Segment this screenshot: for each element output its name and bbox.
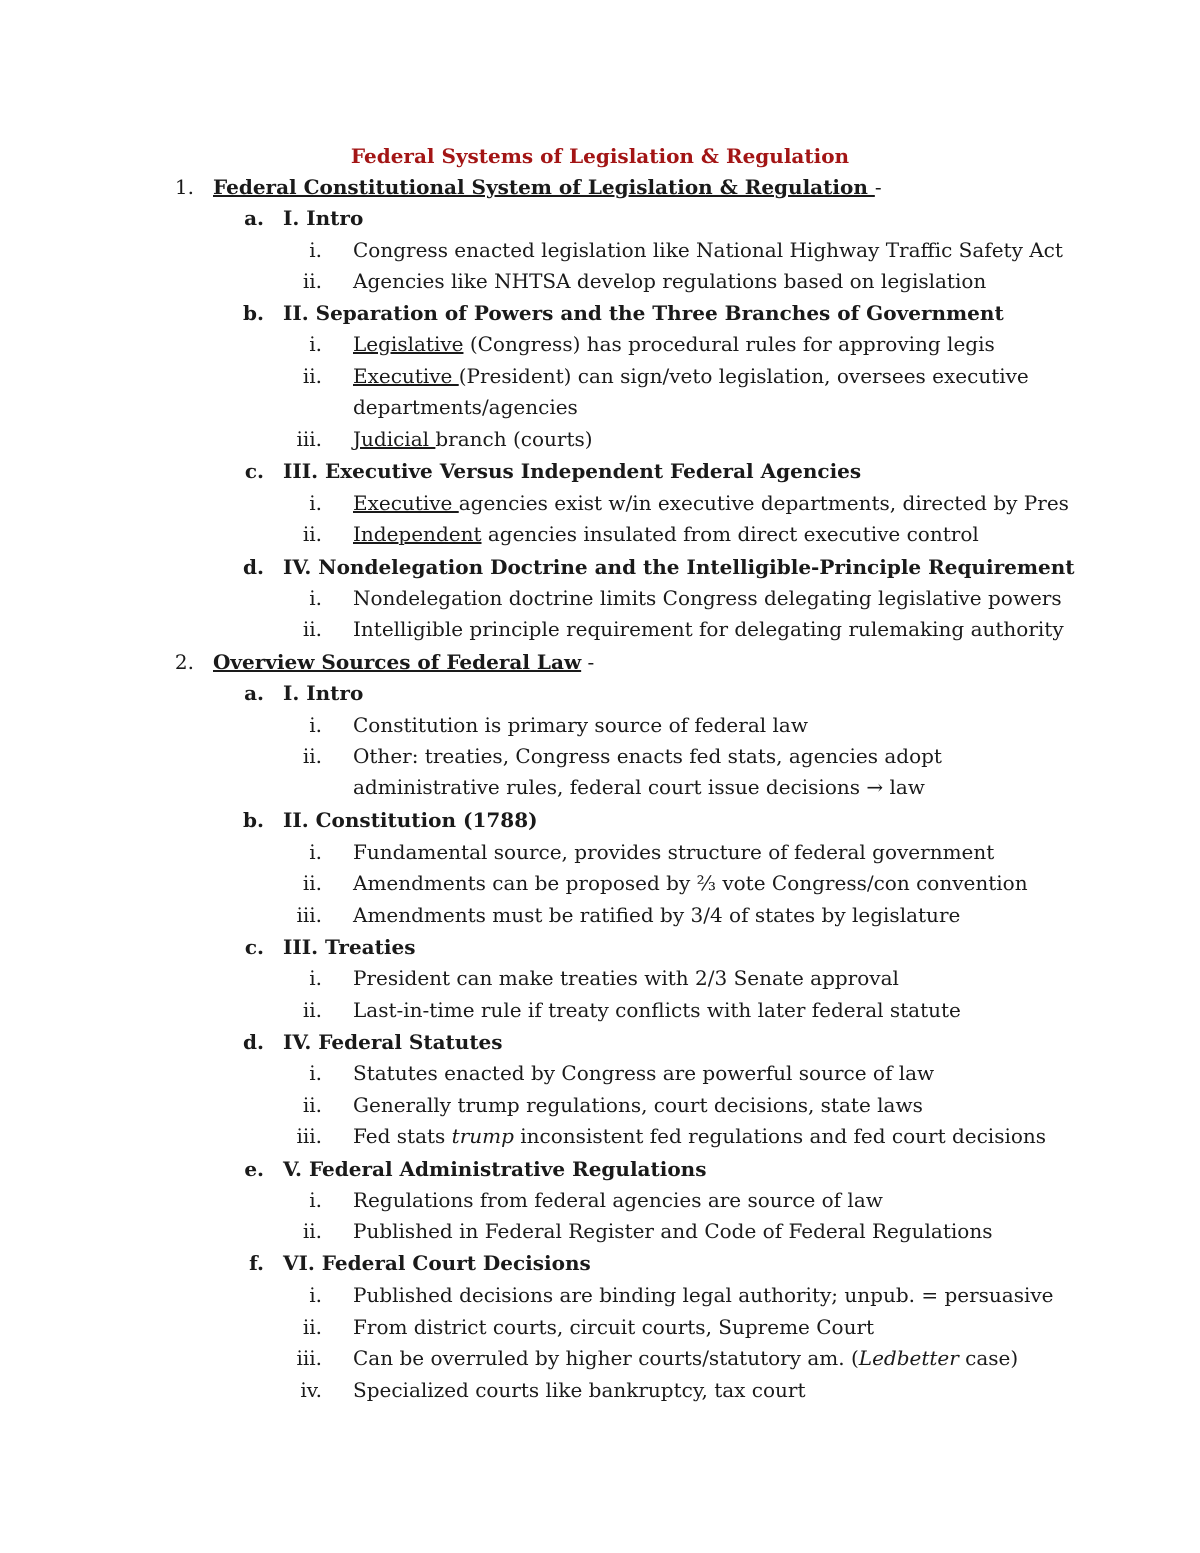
item-text: Specialized courts like bankruptcy, tax court	[353, 1378, 806, 1402]
item-marker: i.	[309, 491, 322, 515]
section-marker: 2.	[174, 650, 194, 674]
item-marker: iii.	[296, 1346, 322, 1370]
subsection-heading: IV. Nondelegation Doctrine and the Intelligible-Principle Requirement	[283, 555, 1075, 579]
item-marker: i.	[309, 1061, 322, 1085]
item-text: case)	[958, 1346, 1019, 1370]
subsection-marker: a.	[244, 206, 264, 230]
subsection-marker: d.	[243, 555, 264, 579]
item-text: Regulations from federal agencies are source of law	[353, 1188, 883, 1212]
item-term: Judicial	[353, 427, 436, 451]
item-term: Executive	[353, 364, 459, 388]
item-marker: ii.	[302, 269, 322, 293]
section-dash: -	[581, 650, 595, 674]
item-marker: i.	[309, 332, 322, 356]
item-marker: i.	[309, 840, 322, 864]
item-text: Last-in-time rule if treaty conflicts with later federal statute	[353, 998, 961, 1022]
subsection-heading: VI. Federal Court Decisions	[283, 1251, 591, 1275]
item-text: President can make treaties with 2/3 Senate approval	[353, 966, 899, 990]
item-text: branch (courts)	[435, 427, 593, 451]
item-text: (Congress) has procedural rules for approving legis	[463, 332, 995, 356]
item-text: Fundamental source, provides structure of federal government	[353, 840, 995, 864]
item-text: inconsistent fed regulations and fed court decisions	[513, 1124, 1047, 1148]
item-text: Constitution is primary source of federal law	[353, 713, 808, 737]
subsection-heading: III. Executive Versus Independent Federal Agencies	[283, 459, 862, 483]
item-marker: i.	[309, 1283, 322, 1307]
item-marker: ii.	[302, 522, 322, 546]
item-marker: ii.	[302, 871, 322, 895]
item-marker: i.	[309, 966, 322, 990]
subsection-marker: c.	[244, 935, 264, 959]
subsection-marker: f.	[249, 1251, 264, 1275]
subsection-heading: II. Separation of Powers and the Three Branches of Government	[283, 301, 1004, 325]
item-text: Agencies like NHTSA develop regulations based on legislation	[353, 269, 987, 293]
item-text: agencies exist w/in executive departments, directed by Pres	[458, 491, 1069, 515]
item-text: Published in Federal Register and Code of Federal Regulations	[353, 1219, 993, 1243]
item-marker: iii.	[296, 903, 322, 927]
item-marker: ii.	[302, 1219, 322, 1243]
item-text: From district courts, circuit courts, Supreme Court	[353, 1315, 875, 1339]
item-text: administrative rules, federal court issue decisions → law	[353, 775, 925, 799]
subsection-heading: I. Intro	[283, 681, 364, 705]
item-text: Nondelegation doctrine limits Congress delegating legislative powers	[353, 586, 1062, 610]
item-marker: ii.	[302, 364, 322, 388]
item-marker: ii.	[302, 744, 322, 768]
item-marker: i.	[309, 586, 322, 610]
item-text: Congress enacted legislation like National Highway Traffic Safety Act	[353, 238, 1063, 262]
item-text: Generally trump regulations, court decisions, state laws	[353, 1093, 923, 1117]
item-text: Intelligible principle requirement for delegating rulemaking authority	[353, 617, 1064, 641]
subsection-marker: e.	[244, 1157, 264, 1181]
item-marker: iv.	[300, 1378, 322, 1402]
item-term: Legislative	[353, 332, 464, 356]
item-text: Statutes enacted by Congress are powerful source of law	[353, 1061, 935, 1085]
item-text: Amendments must be ratified by 3/4 of states by legislature	[353, 903, 961, 927]
subsection-marker: b.	[243, 301, 264, 325]
item-text: Can be overruled by higher courts/statutory am. (	[353, 1346, 859, 1370]
item-emphasis: trump	[451, 1124, 514, 1148]
item-text: Amendments can be proposed by ⅔ vote Congress/con convention	[353, 871, 1028, 895]
section-heading: Overview Sources of Federal Law	[213, 650, 582, 674]
item-marker: ii.	[302, 998, 322, 1022]
item-text: Published decisions are binding legal authority; unpub. = persuasive	[353, 1283, 1054, 1307]
item-marker: i.	[309, 1188, 322, 1212]
section-heading: Federal Constitutional System of Legislation & Regulation	[213, 175, 875, 199]
section-dash: -	[874, 175, 882, 199]
item-text: Fed stats	[353, 1124, 452, 1148]
subsection-heading: II. Constitution (1788)	[283, 808, 538, 832]
item-marker: iii.	[296, 1124, 322, 1148]
item-term: Independent	[353, 522, 482, 546]
subsection-heading: V. Federal Administrative Regulations	[283, 1157, 707, 1181]
item-marker: i.	[309, 713, 322, 737]
item-text: departments/agencies	[353, 395, 578, 419]
subsection-heading: IV. Federal Statutes	[283, 1030, 503, 1054]
subsection-marker: d.	[243, 1030, 264, 1054]
item-marker: iii.	[296, 427, 322, 451]
item-marker: ii.	[302, 617, 322, 641]
item-marker: ii.	[302, 1093, 322, 1117]
subsection-marker: c.	[244, 459, 264, 483]
item-text: Other: treaties, Congress enacts fed stats, agencies adopt	[353, 744, 942, 768]
item-term: Executive	[353, 491, 459, 515]
subsection-heading: I. Intro	[283, 206, 364, 230]
subsection-heading: III. Treaties	[283, 935, 416, 959]
subsection-marker: b.	[243, 808, 264, 832]
subsection-marker: a.	[244, 681, 264, 705]
item-marker: i.	[309, 238, 322, 262]
item-text: (President) can sign/veto legislation, oversees executive	[458, 364, 1029, 388]
page-title: Federal Systems of Legislation & Regulation	[350, 144, 850, 168]
section-marker: 1.	[174, 175, 194, 199]
item-marker: ii.	[302, 1315, 322, 1339]
item-emphasis: Ledbetter	[858, 1346, 959, 1370]
item-text: agencies insulated from direct executive control	[481, 522, 979, 546]
